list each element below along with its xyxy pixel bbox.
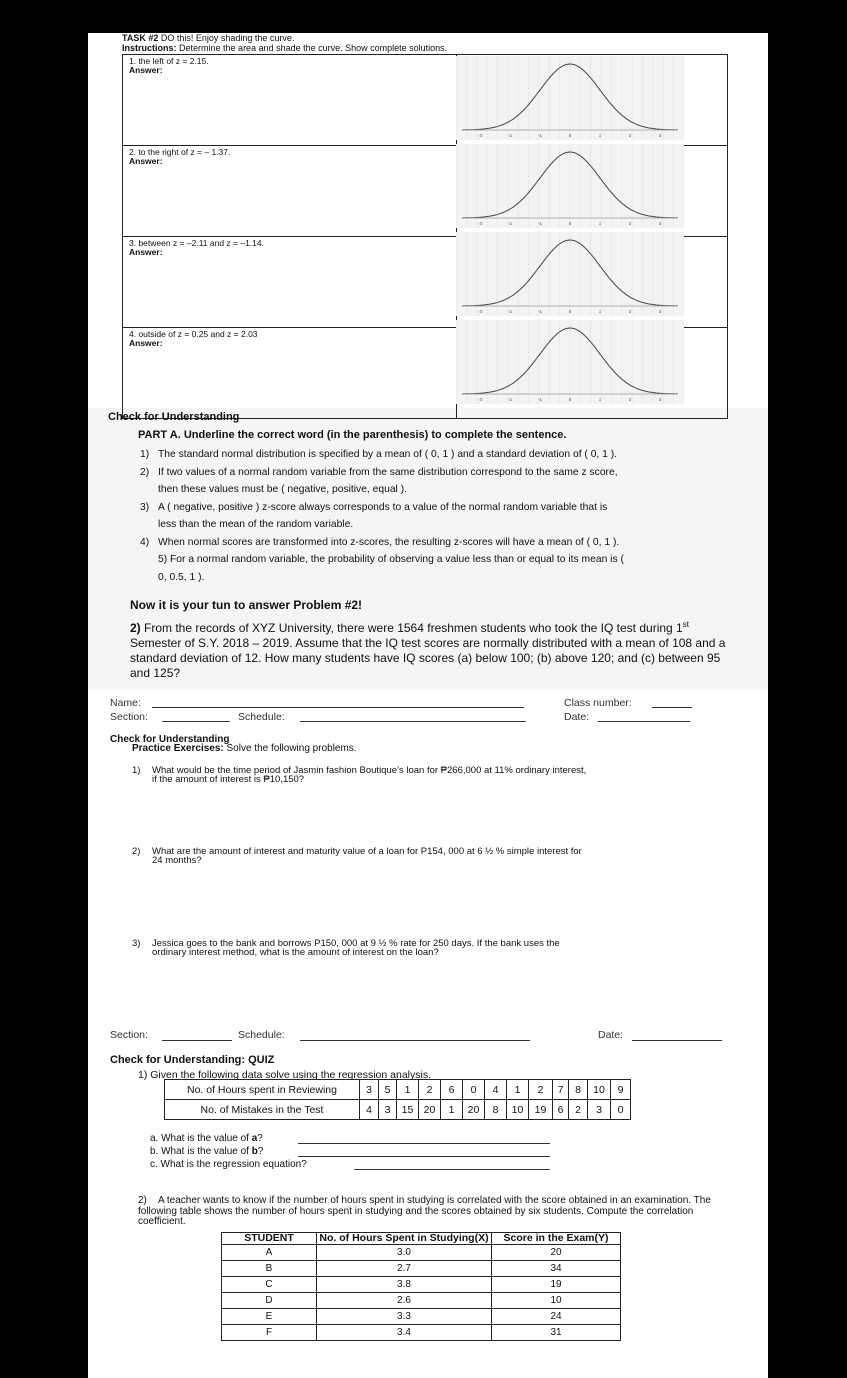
row-header: No. of Mistakes in the Test — [165, 1100, 360, 1120]
tick-label: -2 — [507, 309, 513, 314]
table-cell: 3 — [588, 1100, 611, 1120]
instructions-label: Instructions: — [122, 43, 177, 53]
schedule-label-2: Schedule: — [238, 1029, 285, 1041]
sub-question-text: b. What is the value of — [150, 1146, 252, 1157]
tick-label: 2 — [628, 221, 632, 226]
date-field-2[interactable] — [632, 1039, 722, 1041]
tick-label: 1 — [598, 397, 602, 402]
class-number-label: Class number: — [564, 697, 632, 709]
table-cell: 3.0 — [317, 1245, 492, 1261]
table-cell: 10 — [588, 1080, 611, 1100]
name-field[interactable] — [152, 706, 524, 708]
table-cell: 3.8 — [317, 1277, 492, 1293]
question-text: What are the amount of interest and maturity value of a loan for P154, 000 at 6 ½ % simple interest for — [152, 846, 582, 857]
sub-question-text: a. What is the value of — [150, 1133, 252, 1144]
table-cell: 2.6 — [317, 1293, 492, 1309]
answer-label: Answer: — [129, 338, 163, 348]
regression-table — [164, 1079, 631, 1120]
table-cell: 8 — [485, 1100, 507, 1120]
answer-cell[interactable] — [123, 146, 457, 237]
table-row — [222, 1325, 621, 1341]
item-text: When normal scores are transformed into z-scores, the resulting z-scores will have a mean of ( 0, 1 ). — [158, 536, 620, 548]
table-cell: 31 — [492, 1325, 621, 1341]
quiz-question-1: 1) Given the following data solve using the regression analysis. — [138, 1069, 431, 1081]
column-header: STUDENT — [222, 1233, 317, 1245]
normal-curve — [456, 56, 684, 140]
list-item[interactable] — [140, 464, 740, 482]
question-3 — [132, 939, 732, 957]
table-cell: 3 — [379, 1100, 397, 1120]
item-label: 2. to the right of z = – 1.37. — [129, 147, 231, 157]
table-cell: 1 — [507, 1080, 529, 1100]
question-text: What would be the time period of Jasmin fashion Boutique’s loan for ₱266,000 at 11% ordinary interest, — [152, 765, 587, 776]
item-text: A ( negative, positive ) z-score always corresponds to a value of the normal random variable that is — [158, 501, 608, 513]
table-cell: 3.3 — [317, 1309, 492, 1325]
table-cell: 8 — [569, 1080, 588, 1100]
column-header: No. of Hours Spent in Studying(X) — [317, 1233, 492, 1245]
tick-label: 3 — [658, 309, 662, 314]
tick-label: -2 — [507, 397, 513, 402]
table-cell: 15 — [397, 1100, 419, 1120]
question-text: if the amount of interest is ₱10,150? — [152, 774, 305, 785]
problem-text-b: Semester of S.Y. 2018 – 2019. Assume that the IQ test scores are normally distributed with a mean of 108 and a standard deviation of 12. How many students have IQ scores (a) below 100; (b) above 120; and (c) between 95 and 125? — [130, 636, 726, 680]
table-cell: 4 — [360, 1100, 379, 1120]
list-item[interactable] — [140, 534, 740, 552]
date-label-2: Date: — [598, 1029, 624, 1041]
table-row — [222, 1309, 621, 1325]
question-number: 3) — [132, 938, 141, 949]
question-mark: ? — [257, 1133, 263, 1144]
normal-curve — [456, 232, 684, 316]
table-cell: A — [222, 1245, 317, 1261]
table-cell: 6 — [441, 1080, 463, 1100]
table-cell: 2 — [419, 1080, 441, 1100]
problem-superscript: st — [682, 620, 689, 629]
answer-label: Answer: — [129, 247, 163, 257]
sub-question-c: c. What is the regression equation? — [150, 1159, 307, 1170]
date-field[interactable] — [598, 720, 690, 722]
question-text: 24 months? — [152, 855, 202, 866]
column-header: Score in the Exam(Y) — [492, 1233, 621, 1245]
table-cell: 2.7 — [317, 1261, 492, 1277]
section-label: Section: — [110, 711, 148, 723]
question-number: 2) — [138, 1195, 147, 1206]
table-cell: 3 — [360, 1080, 379, 1100]
normal-curves-graphic — [456, 54, 684, 410]
problem-number: 2) — [130, 621, 141, 635]
tick-label: 2 — [628, 397, 632, 402]
table-cell: 1 — [397, 1080, 419, 1100]
item-label: 3. between z = –2.11 and z = –1.14. — [129, 238, 264, 248]
section-field[interactable] — [162, 720, 230, 722]
check-heading: Check for Understanding — [108, 411, 240, 423]
quiz-heading: Check for Understanding: QUIZ — [110, 1054, 275, 1066]
tick-label: -3 — [477, 221, 483, 226]
item-text: If two values of a normal random variable from the same distribution correspond to the same z score, — [158, 466, 618, 478]
sub-question-b — [150, 1146, 263, 1157]
check-heading-2: Check for Understanding — [110, 734, 230, 745]
tick-label: 3 — [658, 221, 662, 226]
table-row — [165, 1100, 631, 1120]
table-cell: 10 — [492, 1293, 621, 1309]
tick-label: 1 — [598, 133, 602, 138]
answer-field-c[interactable] — [354, 1168, 550, 1170]
item-number: 4) — [140, 536, 150, 548]
answer-field-b[interactable] — [298, 1155, 550, 1157]
table-cell: 20 — [463, 1100, 485, 1120]
tick-label: 1 — [598, 309, 602, 314]
table-cell: D — [222, 1293, 317, 1309]
variable-a: a — [251, 1133, 258, 1144]
table-cell: 1 — [441, 1100, 463, 1120]
table-header-row — [222, 1233, 621, 1245]
table-cell: 20 — [492, 1245, 621, 1261]
table-cell: C — [222, 1277, 317, 1293]
answer-label: Answer: — [129, 65, 163, 75]
table-cell: 10 — [507, 1100, 529, 1120]
normal-curve — [456, 144, 684, 228]
item-label: 4. outside of z = 0.25 and z = 2.03 — [129, 329, 258, 339]
normal-curve — [456, 320, 684, 404]
item-continuation: 0, 0.5, 1 ). — [158, 571, 205, 583]
question-number: 1) — [132, 765, 141, 776]
table-cell: 0 — [463, 1080, 485, 1100]
task-title-bold: TASK #2 — [122, 33, 159, 43]
table-cell: E — [222, 1309, 317, 1325]
table-cell: 9 — [611, 1080, 631, 1100]
tick-label: 0 — [568, 397, 572, 402]
item-number: 1) — [140, 449, 150, 460]
tick-label: -1 — [537, 133, 543, 138]
question-text: A teacher wants to know if the number of hours spent in studying is correlated with the score obtained in an examination. The following table shows the number of hours spent in studying and the scores obtained by six students. Compute the correlation coefficient. — [138, 1195, 711, 1227]
practice-label: Practice Exercises: — [132, 743, 224, 754]
question-number: 2) — [132, 846, 141, 857]
tick-label: -2 — [507, 221, 513, 226]
part-a-list — [140, 446, 740, 586]
list-item[interactable] — [140, 499, 740, 517]
table-cell: F — [222, 1325, 317, 1341]
table-cell: 24 — [492, 1309, 621, 1325]
table-cell: 6 — [553, 1100, 569, 1120]
task-instructions — [122, 43, 447, 53]
tick-label: -3 — [477, 309, 483, 314]
answer-label: Answer: — [129, 156, 163, 166]
table-cell: B — [222, 1261, 317, 1277]
task-title — [122, 33, 294, 43]
task-title-rest: DO this! Enjoy shading the curve. — [160, 33, 295, 43]
item-text: The standard normal distribution is specified by a mean of ( 0, 1 ) and a standard deviation of ( 0, 1 ). — [158, 449, 618, 460]
table-row — [222, 1277, 621, 1293]
tick-label: -2 — [507, 133, 513, 138]
question-text: Jessica goes to the bank and borrows P150, 000 at 9 ½ % rate for 250 days. If the bank uses the — [152, 938, 560, 949]
table-row — [222, 1261, 621, 1277]
schedule-field-2[interactable] — [300, 1039, 530, 1041]
problem-heading: Now it is your tun to answer Problem #2! — [130, 598, 363, 612]
name-label: Name: — [110, 697, 141, 709]
tick-label: 0 — [568, 221, 572, 226]
table-row — [222, 1293, 621, 1309]
tick-label: -3 — [477, 397, 483, 402]
tick-label: 0 — [568, 133, 572, 138]
tick-label: -3 — [477, 133, 483, 138]
table-cell: 20 — [419, 1100, 441, 1120]
tick-label: -1 — [537, 221, 543, 226]
list-item[interactable] — [140, 446, 740, 464]
schedule-field[interactable] — [300, 720, 526, 722]
question-text: ordinary interest method, what is the amount of interest on the loan? — [152, 947, 439, 958]
tick-label: -1 — [537, 309, 543, 314]
instructions-text: Determine the area and shade the curve. Show complete solutions. — [179, 43, 448, 53]
part-a-instructions: PART A. Underline the correct word (in the parenthesis) to complete the sentence. — [138, 429, 567, 441]
practice-text: Solve the following problems. — [226, 743, 357, 754]
table-cell: 34 — [492, 1261, 621, 1277]
answer-cell[interactable] — [123, 237, 457, 328]
item-number: 2) — [140, 466, 150, 478]
table-cell: 3.4 — [317, 1325, 492, 1341]
table-cell: 4 — [485, 1080, 507, 1100]
answer-field-a[interactable] — [298, 1142, 550, 1144]
quiz-question-2 — [138, 1196, 734, 1228]
item-number: 3) — [140, 501, 150, 513]
question-1 — [132, 766, 732, 784]
question-mark: ? — [257, 1146, 264, 1157]
student-table — [221, 1232, 621, 1341]
section-field-2[interactable] — [162, 1039, 232, 1041]
tick-label: 3 — [658, 133, 662, 138]
section-label-2: Section: — [110, 1029, 148, 1041]
tick-label: 2 — [628, 309, 632, 314]
row-header: No. of Hours spent in Reviewing — [165, 1080, 360, 1100]
problem-text-a: From the records of XYZ University, there were 1564 freshmen students who took the IQ test during 1 — [144, 621, 683, 635]
table-cell: 0 — [611, 1100, 631, 1120]
table-cell: 7 — [553, 1080, 569, 1100]
sub-question-a — [150, 1133, 263, 1144]
item-continuation: then these values must be ( negative, positive, equal ). — [158, 484, 407, 495]
date-label: Date: — [564, 711, 590, 723]
item-continuation: less than the mean of the random variable. — [158, 519, 354, 530]
answer-cell[interactable] — [123, 55, 457, 146]
table-cell: 19 — [492, 1277, 621, 1293]
tick-label: 0 — [568, 309, 572, 314]
table-row — [165, 1080, 631, 1100]
tick-label: 3 — [658, 397, 662, 402]
problem-2-text — [130, 617, 742, 681]
table-cell: 19 — [529, 1100, 553, 1120]
answer-cell[interactable] — [123, 328, 457, 419]
item-continuation: 5) For a normal random variable, the probability of observing a value less than or equal to its mean is ( — [158, 554, 624, 565]
tick-label: 1 — [598, 221, 602, 226]
table-cell: 5 — [379, 1080, 397, 1100]
table-cell: 2 — [529, 1080, 553, 1100]
schedule-label: Schedule: — [238, 711, 285, 723]
item-label: 1. the left of z = 2.15. — [129, 56, 209, 66]
tick-label: 2 — [628, 133, 632, 138]
question-2 — [132, 847, 732, 865]
practice-exercises — [132, 743, 357, 754]
tick-label: -1 — [537, 397, 543, 402]
table-row — [222, 1245, 621, 1261]
table-cell: 2 — [569, 1100, 588, 1120]
variable-b: b — [251, 1146, 258, 1157]
class-number-field[interactable] — [652, 706, 692, 708]
